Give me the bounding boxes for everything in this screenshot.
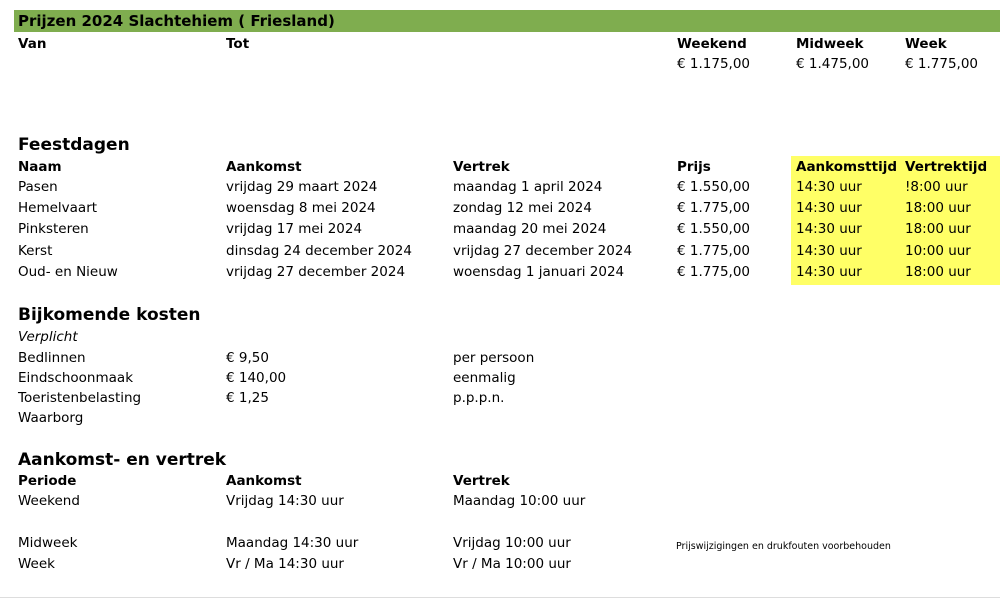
feestdag-naam: Pasen: [18, 179, 58, 195]
periode-vertrek: Vrijdag 10:00 uur: [453, 535, 571, 551]
aankomst-heading: Aankomst- en vertrek: [18, 450, 227, 470]
feestdag-aankomsttijd: 14:30 uur: [796, 179, 862, 195]
header-aankomsttijd: Aankomsttijd: [796, 159, 897, 175]
periode-aankomst: Maandag 14:30 uur: [226, 535, 359, 551]
periode-naam: Midweek: [18, 535, 78, 551]
kosten-item: Waarborg: [18, 410, 84, 426]
feestdag-naam: Hemelvaart: [18, 200, 98, 216]
feestdag-aankomsttijd: 14:30 uur: [796, 264, 862, 280]
feestdag-vertrek: maandag 20 mei 2024: [453, 221, 607, 237]
col-header-tot: Tot: [226, 36, 250, 52]
feestdag-prijs: € 1.775,00: [677, 264, 750, 280]
price-weekend: € 1.175,00: [677, 56, 750, 72]
feestdag-vertrektijd: 10:00 uur: [905, 243, 971, 259]
kosten-item: Eindschoonmaak: [18, 370, 134, 386]
feestdag-naam: Kerst: [18, 243, 53, 259]
kosten-eenheid: p.p.p.n.: [453, 390, 505, 406]
periode-vertrek: Vr / Ma 10:00 uur: [453, 556, 571, 572]
feestdag-vertrektijd: 18:00 uur: [905, 221, 971, 237]
periode-vertrek: Maandag 10:00 uur: [453, 493, 586, 509]
kosten-bedrag: € 9,50: [226, 350, 269, 366]
feestdag-prijs: € 1.550,00: [677, 221, 750, 237]
feestdag-prijs: € 1.550,00: [677, 179, 750, 195]
header-vertrek: Vertrek: [453, 473, 510, 489]
col-header-weekend: Weekend: [677, 36, 747, 52]
price-midweek: € 1.475,00: [796, 56, 869, 72]
feestdag-aankomst: woensdag 8 mei 2024: [226, 200, 376, 216]
feestdag-vertrektijd: 18:00 uur: [905, 200, 971, 216]
kosten-eenheid: per persoon: [453, 350, 535, 366]
disclaimer: Prijswijzigingen en drukfouten voorbehouden: [676, 541, 891, 552]
header-naam: Naam: [18, 159, 62, 175]
feestdag-aankomsttijd: 14:30 uur: [796, 221, 862, 237]
header-periode: Periode: [18, 473, 77, 489]
feestdag-aankomst: dinsdag 24 december 2024: [226, 243, 412, 259]
feestdag-aankomsttijd: 14:30 uur: [796, 200, 862, 216]
feestdag-prijs: € 1.775,00: [677, 243, 750, 259]
kosten-eenheid: eenmalig: [453, 370, 516, 386]
col-header-week: Week: [905, 36, 947, 52]
header-vertrektijd: Vertrektijd: [905, 159, 988, 175]
header-aankomst: Aankomst: [226, 473, 302, 489]
kosten-subheading: Verplicht: [18, 329, 78, 345]
feestdag-vertrek: zondag 12 mei 2024: [453, 200, 592, 216]
col-header-van: Van: [18, 36, 47, 52]
feestdag-prijs: € 1.775,00: [677, 200, 750, 216]
periode-naam: Week: [18, 556, 55, 572]
feestdag-naam: Oud- en Nieuw: [18, 264, 118, 280]
page-edge-divider: [0, 597, 1000, 598]
kosten-bedrag: € 1,25: [226, 390, 269, 406]
kosten-item: Bedlinnen: [18, 350, 86, 366]
feestdag-vertrek: maandag 1 april 2024: [453, 179, 603, 195]
feestdag-aankomst: vrijdag 27 december 2024: [226, 264, 406, 280]
kosten-item: Toeristenbelasting: [18, 390, 142, 406]
periode-naam: Weekend: [18, 493, 80, 509]
page-title: Prijzen 2024 Slachtehiem ( Friesland): [18, 12, 335, 30]
header-aankomst: Aankomst: [226, 159, 302, 175]
feestdag-vertrektijd: !8:00 uur: [905, 179, 968, 195]
feestdag-naam: Pinksteren: [18, 221, 89, 237]
feestdag-vertrektijd: 18:00 uur: [905, 264, 971, 280]
col-header-midweek: Midweek: [796, 36, 864, 52]
feestdag-aankomsttijd: 14:30 uur: [796, 243, 862, 259]
periode-aankomst: Vrijdag 14:30 uur: [226, 493, 344, 509]
feestdagen-heading: Feestdagen: [18, 135, 130, 155]
kosten-bedrag: € 140,00: [226, 370, 287, 386]
feestdag-vertrek: woensdag 1 januari 2024: [453, 264, 625, 280]
price-week: € 1.775,00: [905, 56, 978, 72]
header-vertrek: Vertrek: [453, 159, 510, 175]
feestdag-aankomst: vrijdag 17 mei 2024: [226, 221, 363, 237]
kosten-heading: Bijkomende kosten: [18, 305, 201, 325]
feestdag-vertrek: vrijdag 27 december 2024: [453, 243, 633, 259]
header-prijs: Prijs: [677, 159, 711, 175]
feestdag-aankomst: vrijdag 29 maart 2024: [226, 179, 378, 195]
periode-aankomst: Vr / Ma 14:30 uur: [226, 556, 344, 572]
